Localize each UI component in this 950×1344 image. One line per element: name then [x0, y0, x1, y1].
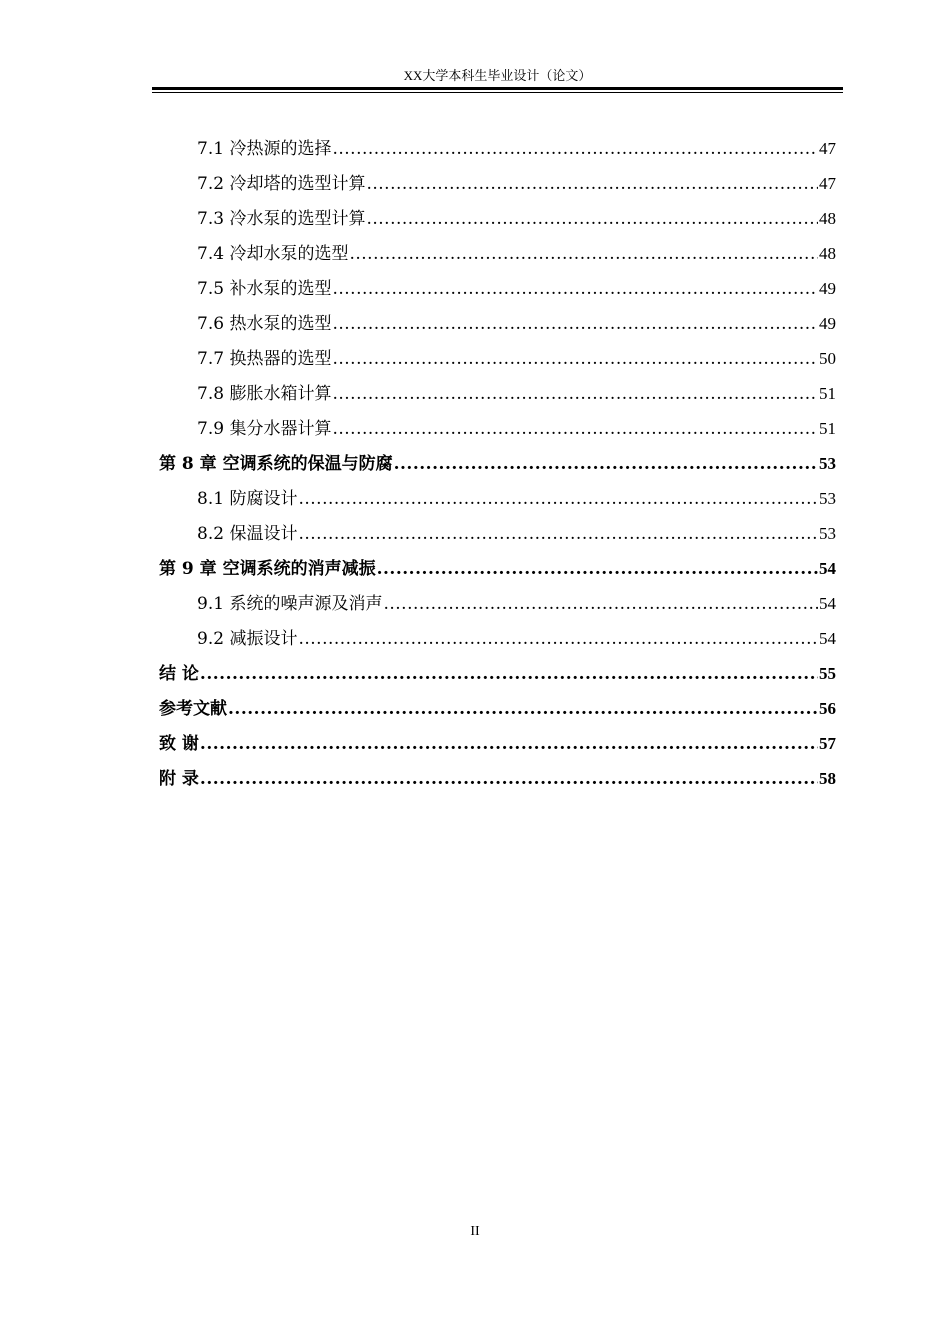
toc-entry-page: 47: [819, 139, 836, 158]
toc-entry-label: 7.8 膨胀水箱计算: [197, 384, 332, 404]
toc-entry-label: 7.7 换热器的选型: [197, 349, 332, 369]
page-number: II: [470, 1224, 480, 1239]
toc-dot-leader: [377, 555, 818, 583]
toc-dot-leader: [298, 625, 818, 653]
header-title: XX大学本科生毕业设计（论文）: [403, 68, 592, 83]
toc-entry-label: 8.2 保温设计: [197, 524, 298, 544]
toc-entry-label: 8.1 防腐设计: [197, 489, 298, 509]
toc-entry-page: 53: [819, 454, 836, 473]
toc-dot-leader: [332, 275, 818, 303]
toc-entry-conclusion[interactable]: [159, 660, 836, 695]
toc-entry-7-5[interactable]: [159, 275, 836, 310]
toc-entry-9-2[interactable]: [159, 625, 836, 660]
toc-entry-9-1[interactable]: [159, 590, 836, 625]
toc-dot-leader: [332, 345, 818, 373]
toc-entry-label: 致 谢: [159, 734, 199, 754]
toc-entry-references[interactable]: [159, 695, 836, 730]
toc-entry-page: 54: [819, 629, 836, 648]
toc-dot-leader: [349, 240, 818, 268]
toc-entry-7-3[interactable]: [159, 205, 836, 240]
toc-entry-label: 9.1 系统的噪声源及消声: [197, 594, 383, 614]
toc-entry-7-8[interactable]: [159, 380, 836, 415]
toc-entry-page: 48: [819, 209, 836, 228]
toc-dot-leader: [200, 660, 818, 688]
toc-dot-leader: [200, 765, 818, 793]
toc-entry-7-9[interactable]: [159, 415, 836, 450]
toc-dot-leader: [332, 135, 818, 163]
toc-dot-leader: [332, 415, 818, 443]
toc-entry-label: 7.5 补水泵的选型: [197, 279, 332, 299]
toc-entry-7-1[interactable]: [159, 135, 836, 170]
toc-entry-page: 51: [819, 384, 836, 403]
toc-entry-page: 55: [819, 664, 836, 683]
toc-entry-label: 7.9 集分水器计算: [197, 419, 332, 439]
toc-dot-leader: [394, 450, 818, 478]
toc-dot-leader: [383, 590, 818, 618]
toc-entry-page: 54: [819, 559, 836, 578]
header-rule-thick: [152, 87, 843, 90]
toc-entry-acknowledgements[interactable]: [159, 730, 836, 765]
toc-entry-8-1[interactable]: [159, 485, 836, 520]
toc-entry-page: 49: [819, 279, 836, 298]
toc-entry-page: 50: [819, 349, 836, 368]
toc-entry-7-4[interactable]: [159, 240, 836, 275]
toc-entry-7-2[interactable]: [159, 170, 836, 205]
toc-entry-chapter-8[interactable]: [159, 450, 836, 485]
toc-entry-label: 附 录: [159, 769, 199, 789]
toc-dot-leader: [332, 310, 818, 338]
toc-entry-label: 第 8 章 空调系统的保温与防腐: [159, 454, 393, 474]
toc-entry-7-7[interactable]: [159, 345, 836, 380]
toc-entry-label: 参考文献: [159, 699, 227, 719]
toc-entry-label: 9.2 减振设计: [197, 629, 298, 649]
toc-dot-leader: [298, 485, 818, 513]
toc-entry-page: 56: [819, 699, 836, 718]
toc-dot-leader: [366, 170, 818, 198]
toc-entry-page: 57: [819, 734, 836, 753]
toc-entry-7-6[interactable]: [159, 310, 836, 345]
toc-entry-label: 第 9 章 空调系统的消声减振: [159, 559, 376, 579]
toc-entry-label: 7.6 热水泵的选型: [197, 314, 332, 334]
toc-dot-leader: [228, 695, 818, 723]
table-of-contents: [159, 135, 836, 800]
toc-dot-leader: [298, 520, 818, 548]
toc-entry-page: 47: [819, 174, 836, 193]
toc-dot-leader: [366, 205, 818, 233]
toc-entry-page: 48: [819, 244, 836, 263]
toc-entry-page: 53: [819, 524, 836, 543]
toc-entry-page: 51: [819, 419, 836, 438]
toc-entry-page: 58: [819, 769, 836, 788]
toc-entry-8-2[interactable]: [159, 520, 836, 555]
toc-entry-chapter-9[interactable]: [159, 555, 836, 590]
toc-entry-label: 7.3 冷水泵的选型计算: [197, 209, 366, 229]
toc-entry-page: 53: [819, 489, 836, 508]
toc-dot-leader: [332, 380, 818, 408]
toc-entry-page: 49: [819, 314, 836, 333]
toc-entry-page: 54: [819, 594, 836, 613]
toc-entry-label: 结 论: [159, 664, 199, 684]
toc-dot-leader: [200, 730, 818, 758]
toc-entry-appendix[interactable]: [159, 765, 836, 800]
toc-entry-label: 7.4 冷却水泵的选型: [197, 244, 349, 264]
header-rule-thin: [152, 92, 843, 93]
page-header: [152, 66, 843, 96]
toc-entry-label: 7.2 冷却塔的选型计算: [197, 174, 366, 194]
toc-entry-label: 7.1 冷热源的选择: [197, 139, 332, 159]
